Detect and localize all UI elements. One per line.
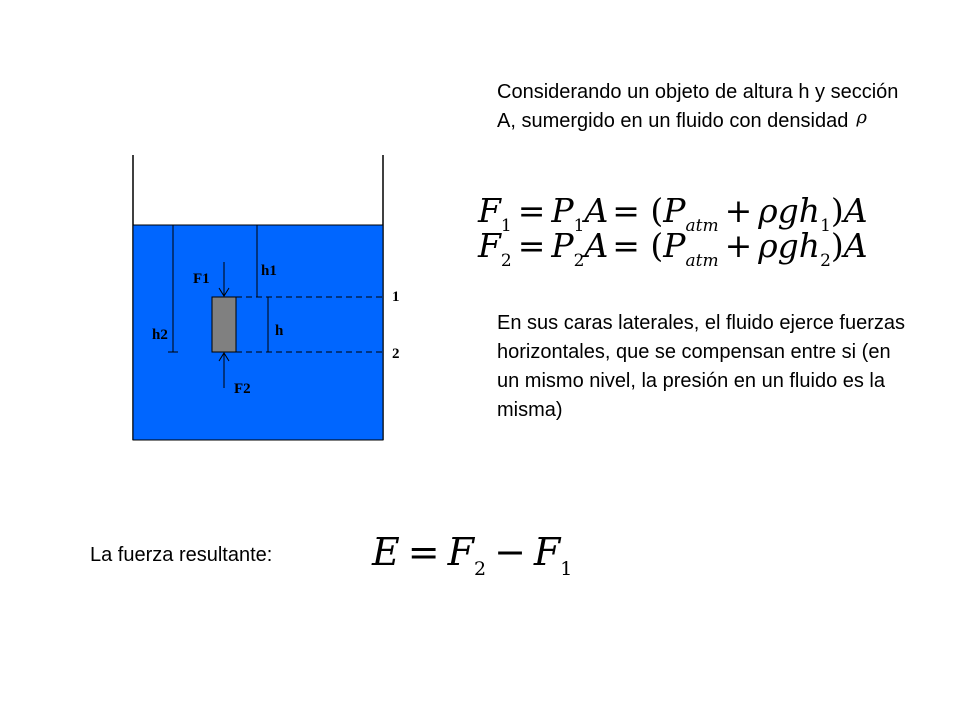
label-h: h (275, 323, 284, 339)
label-h2: h2 (152, 327, 168, 343)
equation-f2: $F_2 = P_2A = (P_{atm} + \rho gh_2)A$ (478, 226, 868, 271)
label-h1: h1 (261, 263, 277, 279)
rho-symbol: ρ (856, 107, 867, 128)
fluid (133, 225, 383, 440)
resultant-label: La fuerza resultante: (90, 544, 273, 566)
submerged-object (212, 297, 236, 352)
intro-text (497, 78, 917, 136)
label-level-1: 1 (392, 289, 400, 305)
label-f1: F1 (193, 271, 210, 287)
label-f2: F2 (234, 381, 251, 397)
lateral-forces-text: En sus caras laterales, el fluido ejerce fuerzas horizontales, que se compensan entre si (en un mismo nivel, la presión en un fluido es la misma) (497, 312, 905, 421)
intro-sentence: Considerando un objeto de altura h y sección A, sumergido en un fluido con densidad (497, 81, 899, 132)
label-level-2: 2 (392, 346, 400, 362)
equation-resultant: $E = F_2 - F_1$ (372, 530, 573, 580)
equation-f1: $F_1 = P_1A = (P_{atm} + \rho gh_1)A$ (478, 191, 868, 236)
